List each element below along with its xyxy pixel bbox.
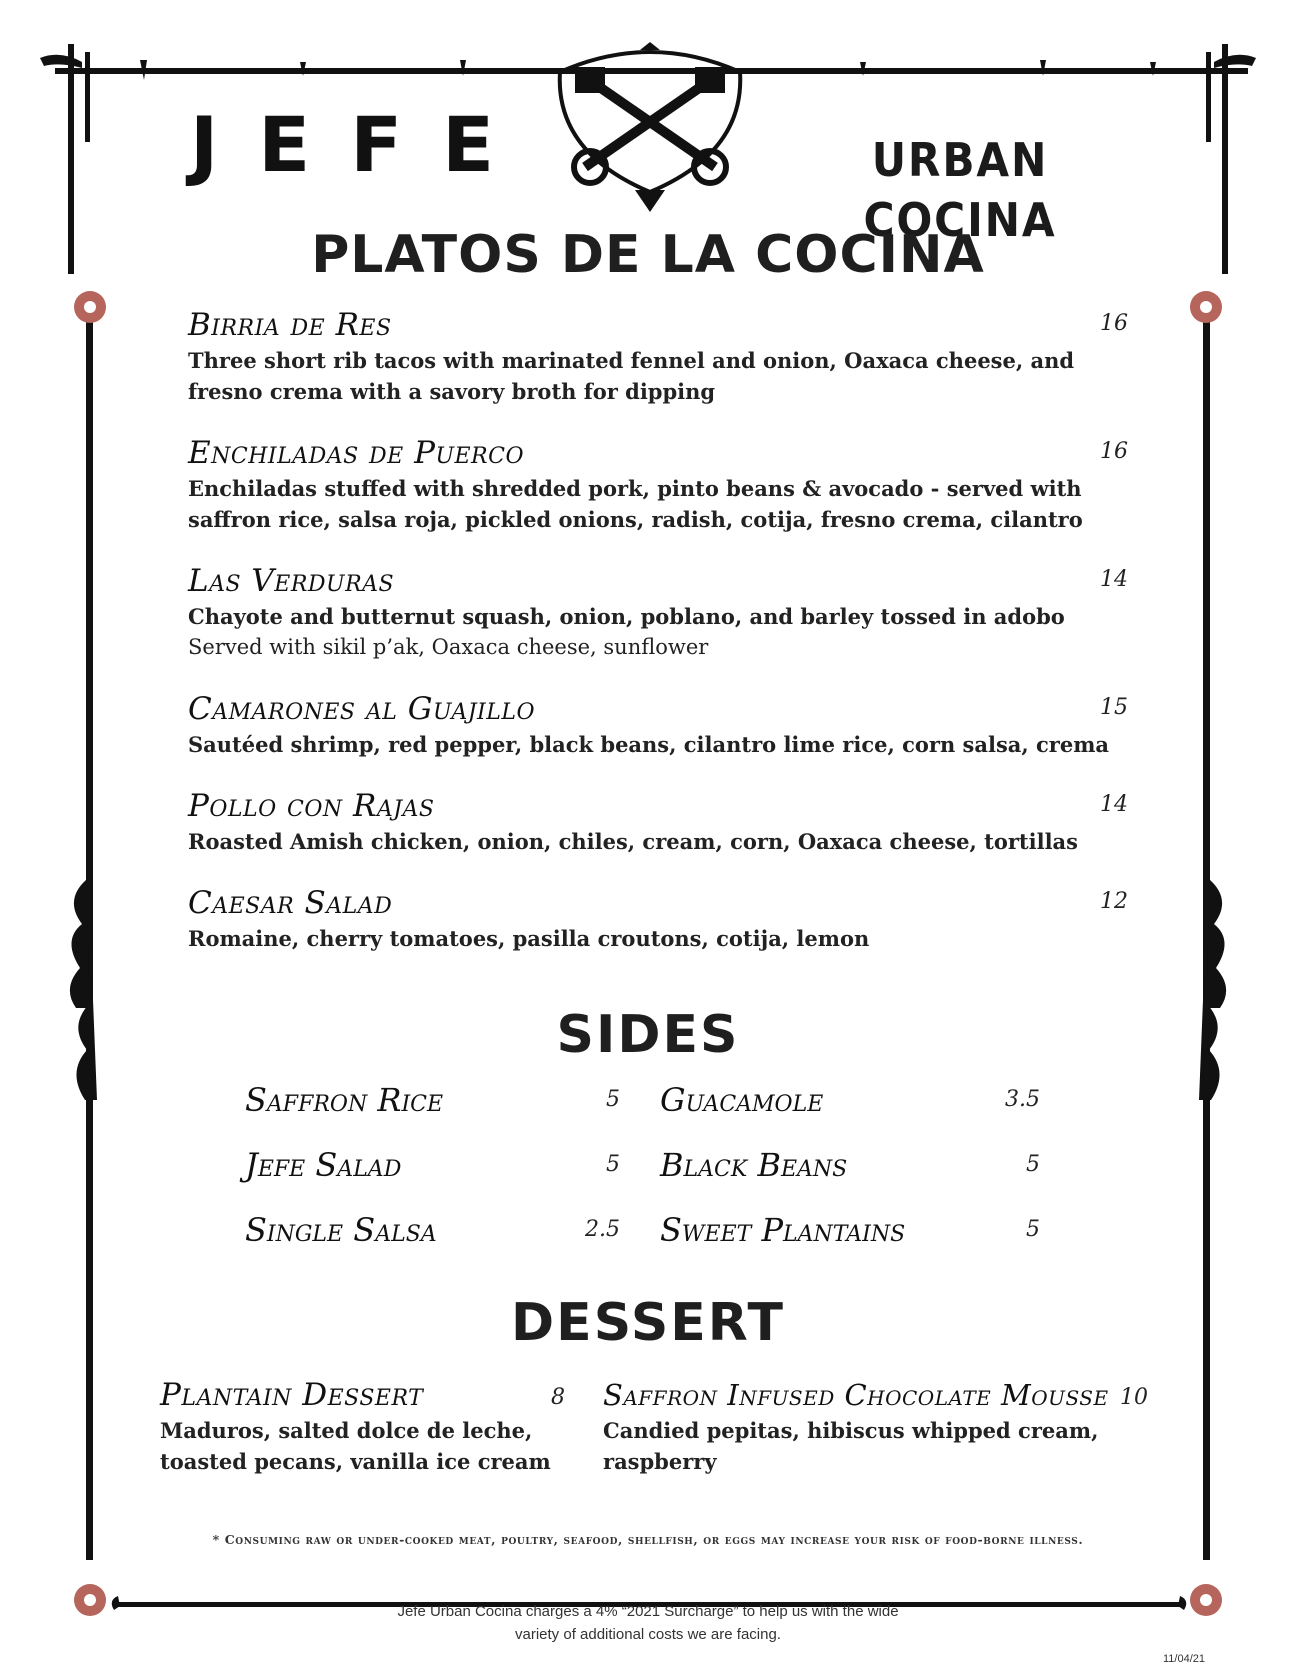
side-name: Single Salsa bbox=[245, 1211, 437, 1249]
side-name: Jefe Salad bbox=[245, 1146, 402, 1184]
side-price: 3.5 bbox=[1005, 1087, 1040, 1112]
item-desc-line: Romaine, cherry tomatoes, pasilla croutons, cotija, lemon bbox=[188, 926, 870, 951]
item-desc-line: Candied pepitas, hibiscus whipped cream, bbox=[603, 1418, 1099, 1443]
item-name: Enchiladas de Puerco bbox=[188, 435, 524, 471]
item-price: 16 bbox=[1100, 311, 1128, 336]
side-item bbox=[245, 1077, 620, 1127]
side-name: Saffron Rice bbox=[245, 1081, 444, 1119]
side-price: 5 bbox=[606, 1152, 620, 1177]
item-name: Pollo con Rajas bbox=[188, 788, 435, 824]
side-name: Black Beans bbox=[660, 1146, 848, 1184]
menu-item bbox=[188, 561, 1128, 663]
side-name: Guacamole bbox=[660, 1081, 824, 1119]
menu-item bbox=[188, 689, 1128, 760]
item-desc-line: fresno crema with a savory broth for dipping bbox=[188, 379, 716, 404]
item-price: 15 bbox=[1100, 695, 1128, 720]
side-price: 2.5 bbox=[585, 1217, 620, 1242]
brand-tagline: URBAN COCINA bbox=[863, 133, 1057, 247]
side-price: 5 bbox=[1026, 1152, 1040, 1177]
item-desc-line: Roasted Amish chicken, onion, chiles, cream, corn, Oaxaca cheese, tortillas bbox=[188, 829, 1078, 854]
menu-item bbox=[188, 305, 1128, 407]
side-item bbox=[245, 1207, 620, 1257]
item-name: Las Verduras bbox=[188, 563, 395, 599]
menu-item bbox=[188, 786, 1128, 857]
item-desc-line: Chayote and butternut squash, onion, poblano, and barley tossed in adobo bbox=[188, 604, 1065, 629]
side-price: 5 bbox=[606, 1087, 620, 1112]
side-item bbox=[660, 1207, 1040, 1257]
item-price: 10 bbox=[1120, 1385, 1148, 1410]
item-desc-line: saffron rice, salsa roja, pickled onions, radish, cotija, fresno crema, cilantro bbox=[188, 507, 1083, 532]
item-price: 8 bbox=[551, 1385, 565, 1410]
item-desc-line: toasted pecans, vanilla ice cream bbox=[160, 1449, 551, 1474]
item-price: 16 bbox=[1100, 439, 1128, 464]
dessert-item bbox=[603, 1375, 1148, 1477]
brand-name: JEFE bbox=[190, 100, 535, 189]
side-price: 5 bbox=[1026, 1217, 1040, 1242]
menu-item bbox=[188, 433, 1128, 535]
item-name: Plantain Dessert bbox=[160, 1377, 424, 1413]
surcharge-line: variety of additional costs we are facing. bbox=[515, 1626, 781, 1643]
item-price: 12 bbox=[1100, 889, 1128, 914]
side-item bbox=[660, 1142, 1040, 1192]
crossed-keys-crest-icon bbox=[545, 42, 755, 217]
item-price: 14 bbox=[1100, 567, 1128, 592]
side-name: Sweet Plantains bbox=[660, 1211, 906, 1249]
item-name: Saffron Infused Chocolate Mousse bbox=[603, 1378, 1109, 1412]
main-section-title: PLATOS DE LA COCINA bbox=[311, 225, 985, 285]
item-price: 14 bbox=[1100, 792, 1128, 817]
menu-item bbox=[188, 883, 1128, 954]
food-safety-disclaimer: * Consuming raw or under-cooked meat, poultry, seafood, shellfish, or eggs may increase your risk of food-borne illness. bbox=[212, 1532, 1084, 1547]
surcharge-notice bbox=[340, 1600, 956, 1646]
item-name: Camarones al Guajillo bbox=[188, 691, 535, 727]
side-item bbox=[660, 1077, 1040, 1127]
item-desc-line: Served with sikil p’ak, Oaxaca cheese, sunflower bbox=[188, 635, 709, 659]
item-desc-line: Sautéed shrimp, red pepper, black beans, cilantro lime rice, corn salsa, crema bbox=[188, 732, 1110, 757]
dessert-item bbox=[160, 1375, 565, 1477]
item-name: Birria de Res bbox=[188, 307, 392, 343]
item-desc-line: Maduros, salted dolce de leche, bbox=[160, 1418, 533, 1443]
item-desc-line: raspberry bbox=[603, 1449, 717, 1474]
item-desc-line: Three short rib tacos with marinated fennel and onion, Oaxaca cheese, and bbox=[188, 348, 1075, 373]
surcharge-line: Jefe Urban Cocina charges a 4% “2021 Surcharge” to help us with the wide bbox=[397, 1603, 899, 1620]
side-item bbox=[245, 1142, 620, 1192]
item-desc-line: Enchiladas stuffed with shredded pork, pinto beans & avocado - served with bbox=[188, 476, 1082, 501]
sides-section-title: SIDES bbox=[556, 1005, 740, 1065]
menu-date: 11/04/21 bbox=[1163, 1653, 1206, 1665]
dessert-section-title: DESSERT bbox=[511, 1293, 785, 1353]
item-name: Caesar Salad bbox=[188, 885, 393, 921]
